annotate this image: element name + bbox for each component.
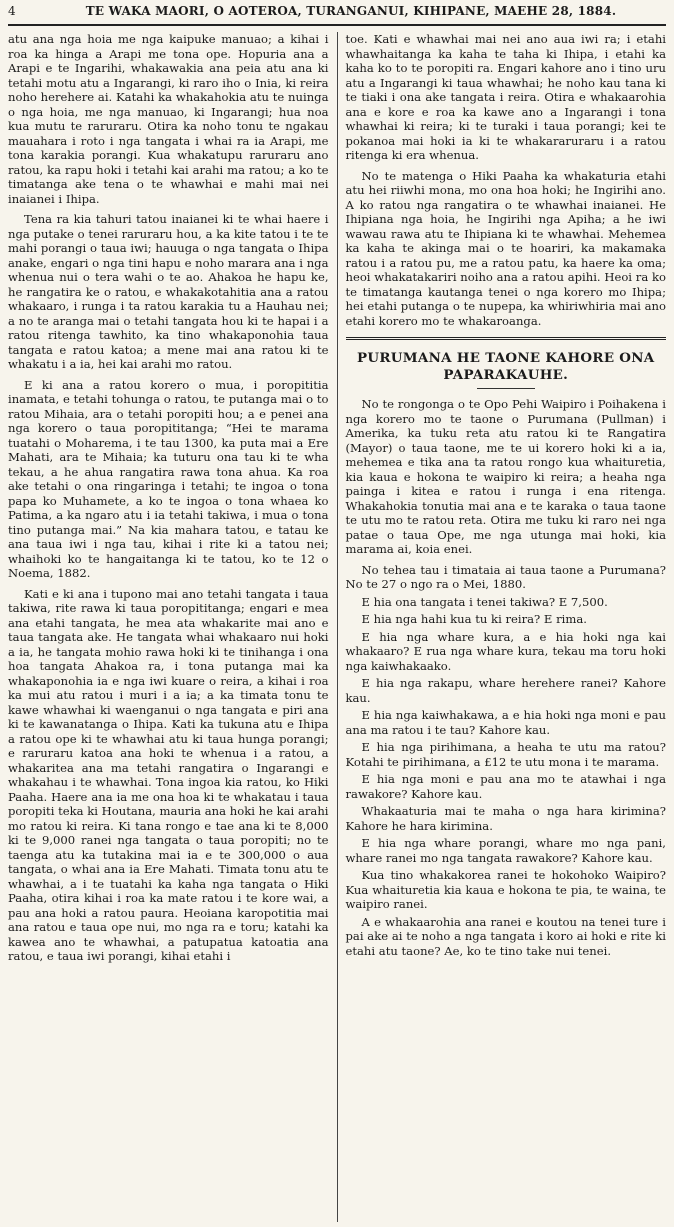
qa-item: E hia nga moni e pau ana mo te atawhai i nga rawakore? Kahore kau.: [345, 772, 666, 801]
running-title: TE WAKA MAORI, O AOTEROA, TURANGANUI, KIHIPANE, MAEHE 28, 1884.: [85, 4, 617, 18]
title-underline: [477, 388, 535, 389]
article-title: PURUMANA HE TAONE KAHORE ONA PAPARAKAUHE.: [357, 350, 655, 383]
left-column: [8, 32, 338, 1222]
qa-item: E hia nga whare porangi, whare mo nga pani, whare ranei mo nga tangata rawakore? Kahore kau.: [345, 836, 666, 865]
article-paragraph: No te rongonga o te Opo Pehi Waipiro i Poihakena i nga korero mo te taone o Purumana (Pullman) i Amerika, ka tuku reta atu ratou ki te Rangatira (Mayor) o taua taone, me te ui korero hoki ki a ia, mehemea e tika ana ta ratou rongo kua whaituretia, kia kaua e hokona te waipiro ki reira; a heaha nga painga i kitea e ratou i runga i ena ritenga. Whakahokia tonutia mai ana e te karaka o taua taone te utu mo te ratou reta. Otira me tuku ki raro nei nga patae o taua Ope, me nga utunga mai hoki, kia marama ai, koia enei.: [345, 397, 666, 556]
right-paragraph: toe. Kati e whawhai mai nei ano aua iwi ra; i etahi whawhaitanga ka kaha te taha ki Ihipa, i etahi ka kaha ko to te poropiti ra. Engari kahore ano i tino uru atu a Ingarangi ki taua whawhai; he noho kau tana ki te tiaki i ona ake tangata i reira. Otira e whakaarohia ana e kore e roa ka kawe ano a Ingarangi i tona whawhai ki reira; ki te turaki i taua porangi; kei te pokanoa mai hoki ia ki te whakararuraru i a ratou ritenga ki era whenua.: [345, 32, 666, 162]
right-paragraph: No te matenga o Hiki Paaha ka whakaturia etahi atu hei riiwhi mona, mo ona hoa hoki; he Ingirihi ano. A ko ratou nga rangatira o te whawhai inaianei. He Ihipiana nga hoia, he Ingirihi nga Apiha; a he iwi wawau rawa atu te Ihipiana ki te whawhai. Mehemea ka kaha te akinga mai o te hoariri, ka makamaka ratou i a ratou pu, me a ratou patu, ka haere ka oma; heoi whakatakariri noiho ana a ratou apihi. Heoi ra ko te timatanga kautanga tenei o nga korero mo Ihipa; hei etahi putanga o te nupepa, ka whiriwhiria mai ano etahi korero mo te whakaroanga.: [345, 168, 666, 328]
qa-item: E hia nga whare kura, a e hia hoki nga kai whakaaro? E rua nga whare kura, tekau ma toru hoki nga kaiwhakaako.: [345, 629, 666, 673]
section-divider: [346, 337, 667, 342]
qa-item: E hia nga hahi kua tu ki reira? E rima.: [361, 612, 587, 626]
article-paragraph: No tehea tau i timataia ai taua taone a Purumana? No te 27 o ngo ra o Mei, 1880.: [345, 562, 666, 591]
left-paragraph: Kati e ki ana i tupono mai ano tetahi tangata i taua takiwa, rite rawa ki taua poropititanga; engari e mea ana etahi tangata, he mea ata whakarite mai ano e taua tangata ake. He tangata whai whakaaro nui hoki a ia, he tangata mohio rawa hoki ki te tinihanga i ona hoa tangata Ahakoa ra, i tona putanga mai ka whakaponohia ia e nga iwi kuare o reira, a kihai i roa ka mui atu ratou i muri i a ia; a ka timata tonu te kawe whawhai ki waenganui o nga tangata e piri ana ki te kawanatanga o Ihipa. Kati ka tukuna atu e Ihipa a ratou ope ki te whawhai atu ki taua hunga porangi; e raruraru katoa ana hoki te whenua i a ratou, a whakaritea ana ma tetahi rangatira o Ingarangi e whakahau i te whawhai. Tona ingoa kia ratou, ko Hiki Paaha. Haere ana ia me ona hoa ki te whakatau i taua poropiti teka ki Houtana, mauria ana hoki he kai arahi mo ratou ki reira. Ki tana rongo e tae ana ki te 8,000 ki te 9,000 ranei nga tangata o taua poropiti; no te taenga atu ka tutakina mai ia e te 300,000 o aua tangata, o whai ana ia Ere Mahati. Timata tonu atu te whawhai, a i te tuatahi ka kaha nga tangata o Hiki Paaha, otira kihai i roa ka mate ratou i te kore wai, a pau ana hoki a ratou paura. Heoiana karopotitia mai ana ratou e taua ope nui, mo nga ra e toru; katahi ka kawea ano te whawhai, a patupatua katoatia ana ratou, e taua iwi porangi, kihai etahi i: [8, 586, 329, 963]
qa-item: Kua tino whakakorea ranei te hokohoko Waipiro? Kua whaituretia kia kaua e hokona te pia, te waina, te waipiro ranei.: [345, 868, 666, 911]
qa-item: E hia nga rakapu, whare herehere ranei? Kahore kau.: [345, 676, 666, 705]
qa-item: E hia ona tangata i tenei takiwa? E 7,500.: [361, 594, 608, 609]
left-paragraph: atu ana nga hoia me nga kaipuke manuao; a kihai i roa ka hinga a Arapi me tona ope. Hopuria ana a Arapi e te Ingarihi, whakawakia ana peia atu ana ki tetahi motu atu a Ingarangi, ki raro iho o Inia, ki reira noho herehere ai. Katahi ka whakahokia atu te nuinga o nga hoia, me nga manuao, ki Ingarangi; hua noa kua mutu te raruraru. Otira ka noho tonu te ngakau mauahara i roto i nga tangata i whai ra ia Arapi, me tona karakia porangi. Kua whakatupu raruraru ano ratou, ka rapu hoki i tetahi kai arahi ma ratou; a ko te timatanga ake tena o te whawhai e mahi mai nei inaianei i Ihipa.: [8, 32, 329, 206]
page-header: [8, 4, 666, 26]
qa-item: E hia nga pirihimana, a heaha te utu ma ratou? Kotahi te pirihimana, a £12 te utu mona i te marama.: [345, 740, 666, 769]
qa-item: A e whakaarohia ana ranei e koutou na tenei ture i pai ake ai te noho a nga tangata i koro ai hoki e rite ki etahi atu taone? Ae, ko te tino take nui tenei.: [345, 914, 666, 958]
right-column: [338, 32, 667, 1222]
left-paragraph: Tena ra kia tahuri tatou inaianei ki te whai haere i nga putake o tenei raruraru hou, a ka kite tatou i te te mahi porangi o taua iwi; hauuga o nga tangata o Ihipa anake, engari o nga tini hapu e noho marara ana i nga whenua nui o tera wahi o te ao. Ahakoa he hapu ke, he rangatira ke o ratou, e whakakotahitia ana a ratou whakaaro, i runga i ta ratou karakia tu a Hauhau nei; a no te aranga mai o tetahi tangata hou ki te hapai i a ratou ritenga tawhito, ka tino whakaponohia taua tangata e ratou katoa; a mene mai ana ratou ki te whakatu i a ia, hei kai arahi mo ratou.: [8, 212, 329, 371]
left-paragraph: E ki ana a ratou korero o mua, i poropititia inamata, e tetahi tohunga o ratou, te putanga mai o to ratou Mihaia, ara o tetahi poropiti hou; a e penei ana nga korero o taua poropititanga; “Hei te marama tuatahi o Moharema, i te tau 1300, ka puta mai a Ere Mahati, ara te Mihaia; ka tuturu ona tau ki te wha tekau, a he ahua rangatira rawa tona ahua. Ka roa ake tetahi o ona ringaringa i tetahi; te ingoa o tona papa ko Muhamete, a ko te ingoa o tona whaea ko Patima, a ka ngaro atu i ia tetahi takiwa, i mua o tona tino putanga mai.” Na kia mahara tatou, e tatau ke ana taua iwi i nga tau, kihai i rite ki a tatou nei; whaihoki ko te hangaitanga ki te tatou, ko te 12 o Noema, 1882.: [8, 377, 329, 580]
page-number: 4: [8, 4, 16, 18]
column-layout: [8, 32, 666, 1222]
qa-item: E hia nga kaiwhakawa, a e hia hoki nga moni e pau ana ma ratou i te tau? Kahore kau.: [345, 708, 666, 737]
qa-item: Whakaaturia mai te maha o nga hara kirimina? Kahore he hara kirimina.: [345, 804, 666, 833]
